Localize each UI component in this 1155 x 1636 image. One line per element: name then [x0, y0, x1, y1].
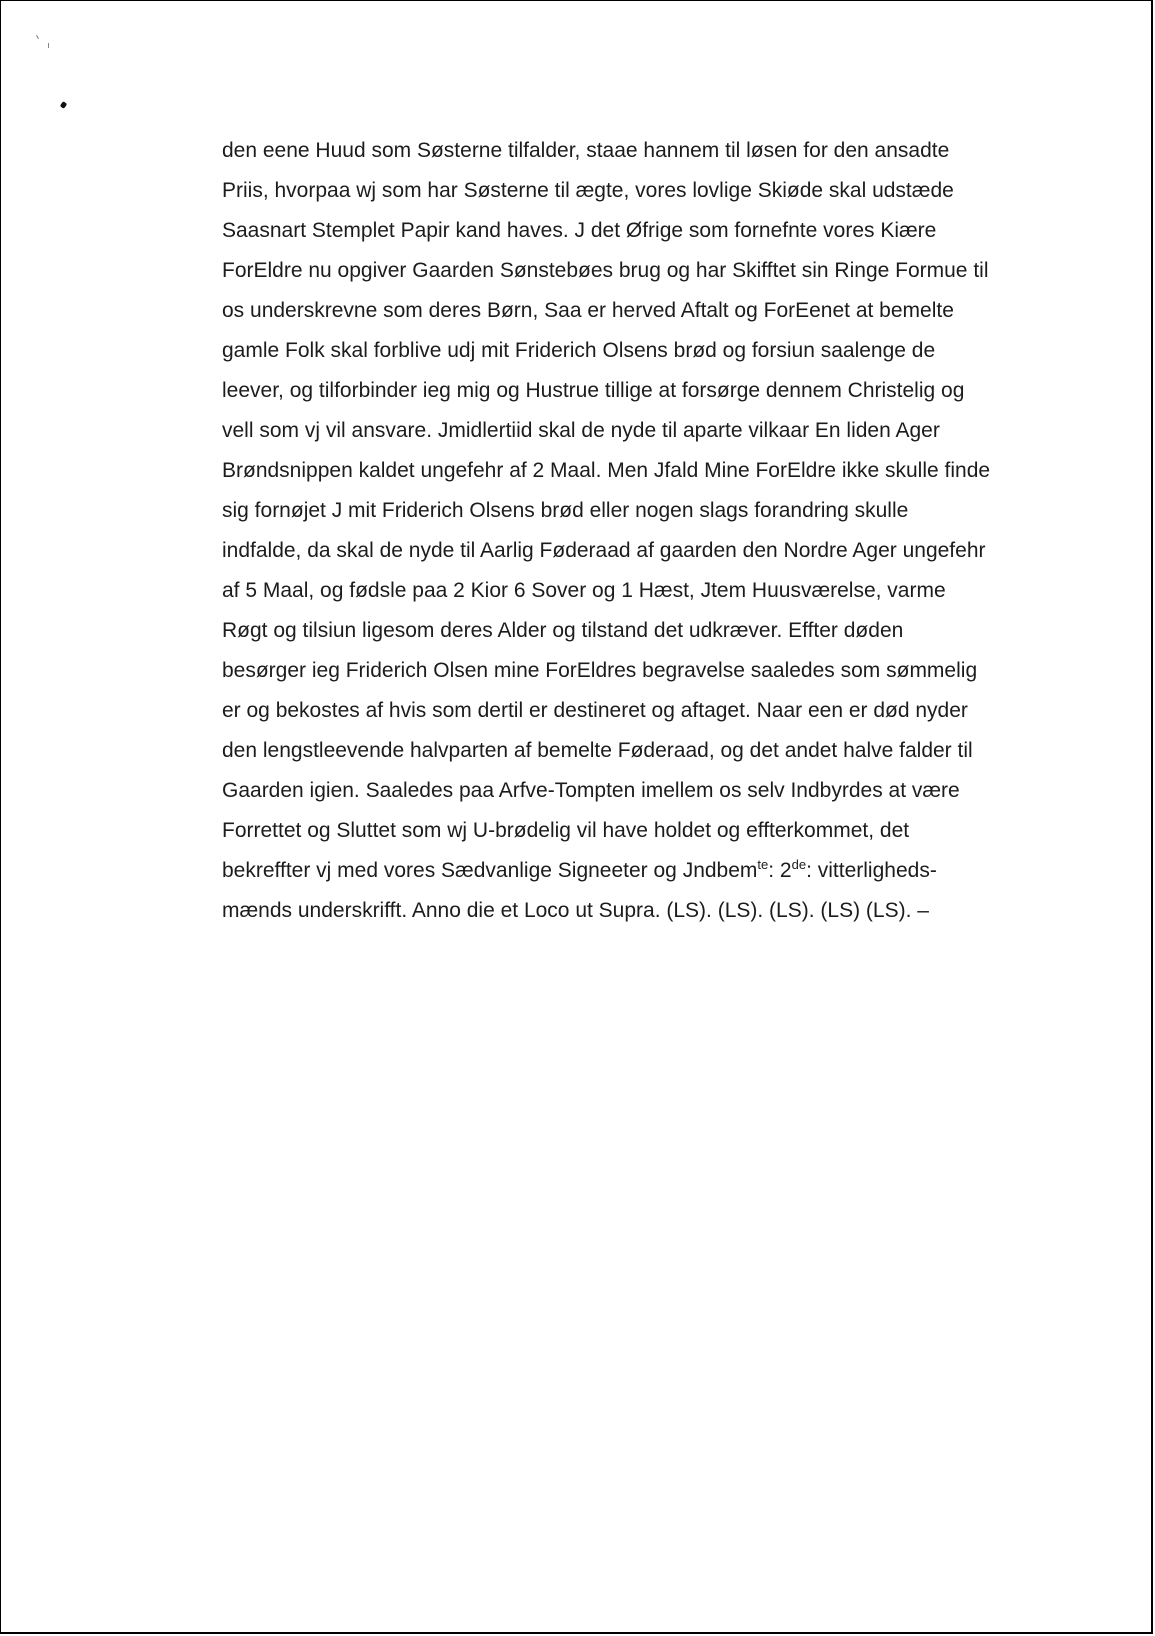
text-line: indfalde, da skal de nyde til Aarlig Føderaad af gaarden den Nordre Ager ungefehr [222, 539, 986, 562]
text-line: Røgt og tilsiun ligesom deres Alder og tilstand det udkræver. Effter døden [222, 619, 904, 642]
text-line: besørger ieg Friderich Olsen mine ForEldres begravelse saaledes som sømmelig [222, 659, 978, 682]
text-line: Forrettet og Sluttet som wj U-brødelig vil have holdet og effterkommet, det [222, 819, 910, 842]
text-line-with-superscripts [222, 851, 1122, 891]
text-line: Saasnart Stemplet Papir kand haves. J det Øfrige som fornefnte vores Kiære [222, 219, 937, 242]
text-line: er og bekostes af hvis som dertil er destineret og aftaget. Naar een er død nyder [222, 699, 968, 722]
scan-speck [36, 35, 39, 39]
text-line: sig fornøjet J mit Friderich Olsens brød eller nogen slags forandring skulle [222, 499, 909, 522]
document-text [222, 131, 1122, 931]
text-line: vell som vj vil ansvare. Jmidlertiid skal de nyde til aparte vilkaar En liden Ager [222, 419, 940, 442]
text-segment: : 2 [768, 859, 792, 882]
text-line: gamle Folk skal forblive udj mit Friderich Olsens brød og forsiun saalenge de [222, 339, 936, 362]
text-line: Gaarden igien. Saaledes paa Arfve-Tompten imellem os selv Indbyrdes at være [222, 779, 960, 802]
text-line: leever, og tilforbinder ieg mig og Hustrue tillige at forsørge dennem Christelig og [222, 379, 965, 402]
scan-speck [48, 43, 49, 48]
text-line: den eene Huud som Søsterne tilfalder, staae hannem til løsen for den ansadte [222, 139, 950, 162]
text-line: den lengstleevende halvparten af bemelte Føderaad, og det andet halve falder til [222, 739, 973, 762]
text-line: ForEldre nu opgiver Gaarden Sønstebøes brug og har Skifftet sin Ringe Formue til [222, 259, 989, 282]
scan-speck [60, 101, 68, 109]
text-segment: bekreffter vj med vores Sædvanlige Signeeter og Jndbem [222, 859, 758, 882]
text-line: af 5 Maal, og fødsle paa 2 Kior 6 Sover og 1 Hæst, Jtem Huusværelse, varme [222, 579, 946, 602]
text-line: mænds underskrifft. Anno die et Loco ut Supra. (LS). (LS). (LS). (LS) (LS). – [222, 899, 929, 922]
text-segment: : vitterligheds- [806, 859, 937, 882]
text-line: Brøndsnippen kaldet ungefehr af 2 Maal. Men Jfald Mine ForEldre ikke skulle finde [222, 459, 991, 482]
text-line: os underskrevne som deres Børn, Saa er herved Aftalt og ForEenet at bemelte [222, 299, 954, 322]
superscript: te [757, 857, 769, 872]
text-line: Priis, hvorpaa wj som har Søsterne til ægte, vores lovlige Skiøde skal udstæde [222, 179, 954, 202]
superscript: de [791, 857, 807, 872]
